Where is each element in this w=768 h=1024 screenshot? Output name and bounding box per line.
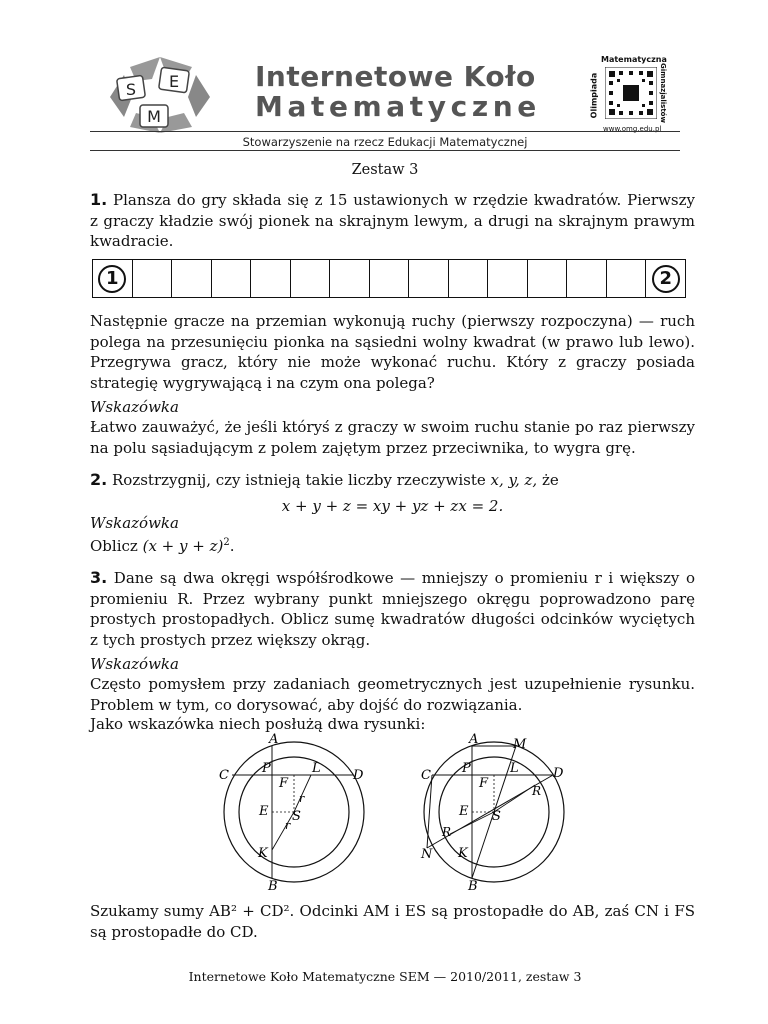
fig1-label-c: C: [219, 768, 229, 783]
board-cell: [251, 260, 291, 297]
omg-logo-left: Olimpiada: [589, 72, 599, 119]
header-rule-top: [90, 131, 680, 132]
fig2-label-f: F: [479, 776, 489, 791]
fig1-label-s: S: [292, 809, 301, 824]
problem3-text: [90, 568, 695, 650]
fig1-label-r1: r: [299, 792, 305, 805]
board-cell: [291, 260, 331, 297]
fig1-label-l: L: [312, 761, 321, 776]
problem2-hint-after: .: [229, 537, 235, 555]
fig1-label-a: A: [269, 732, 279, 747]
problem3-hint: Często pomysłem przy zadaniach geometrycznych jest uzupełnienie rysunku. Problem w tym, co dorysować, aby dojść do rozwiązania.: [90, 675, 695, 714]
problem2-hint-before: Oblicz: [90, 537, 138, 555]
board-cell: [607, 260, 647, 297]
logo-letter-m: M: [147, 107, 161, 126]
problem2-hint: [90, 533, 695, 557]
problem3-number: 3.: [90, 568, 108, 587]
problem3-conclusion: Szukamy sumy AB² + CD². Odcinki AM i ES są prostopadłe do AB, zaś CN i FS są prostopadłe do CD.: [90, 902, 695, 941]
fig2-label-r2: R: [442, 825, 452, 839]
game-board: [92, 259, 686, 298]
problem2-hint-expr: (x + y + z): [142, 537, 224, 555]
omg-pattern-icon: [605, 67, 657, 119]
board-cell: [133, 260, 173, 297]
omg-logo-url: www.omg.edu.pl: [603, 125, 662, 133]
figure-1: [215, 730, 375, 895]
fig1-label-p: P: [262, 761, 271, 776]
fig1-label-f: F: [279, 776, 289, 791]
figure-2: [415, 730, 575, 895]
logo-letter-s: S: [125, 80, 137, 99]
fig1-label-d: D: [353, 768, 364, 783]
problem2-vars: x, y, z,: [490, 471, 538, 489]
page-subtitle: Stowarzyszenie na rzecz Edukacji Matematycznej: [242, 135, 528, 149]
fig2-label-k: K: [458, 846, 468, 861]
fig2-label-d: D: [553, 766, 564, 781]
board-cell: [93, 260, 133, 297]
logo-letter-e: E: [168, 72, 180, 91]
board-cell: [172, 260, 212, 297]
problem2-text-before: Rozstrzygnij, czy istnieją takie liczby rzeczywiste: [112, 471, 486, 489]
page-title-line2: Matematyczne: [255, 90, 541, 123]
fig2-label-s: S: [492, 809, 501, 824]
fig2-label-r1: R: [532, 784, 542, 798]
problem1-hint-label: Wskazówka: [90, 398, 179, 416]
fig1-radius-2: [272, 812, 294, 850]
fig1-label-r2: r: [285, 819, 291, 832]
problem3-text-body: Dane są dwa okręgi współśrodkowe — mniejszy o promieniu r i większy o promieniu R. Przez wybrany punkt mniejszego okręgu poprowadzono parę prostych prostopadłych. Oblicz sumę kwadratów długości odcinków wyciętych z tych prostych przez większy okrąg.: [90, 569, 695, 649]
omg-logo-right: Gimnazjalistów: [658, 63, 667, 123]
board-cell: [488, 260, 528, 297]
fig1-label-e: E: [259, 804, 269, 819]
fig2-radius-1: [494, 785, 535, 812]
fig2-label-c: C: [421, 768, 431, 783]
problem1-body: Następnie gracze na przemian wykonują ruchy (pierwszy rozpoczyna) — ruch polega na przesunięciu pionka na sąsiedni wolny kwadrat (w prawo lub lewo). Przegrywa gracz, który nie może wykonać ruchu. Który z graczy posiada strategię wygrywającą i na czym ona polega?: [90, 312, 695, 392]
board-cell: [370, 260, 410, 297]
fig2-label-m: M: [513, 737, 527, 752]
fig1-label-k: K: [258, 846, 268, 861]
fig2-label-e: E: [459, 804, 469, 819]
set-title: Zestaw 3: [351, 162, 419, 178]
fig2-label-l: L: [510, 761, 519, 776]
page-footer: Internetowe Koło Matematyczne SEM — 2010/2011, zestaw 3: [188, 969, 582, 984]
problem1-intro: [90, 190, 695, 252]
omg-logo-top: Matematyczna: [601, 55, 667, 64]
fig1-label-b: B: [268, 879, 278, 894]
problem2-hint-label: Wskazówka: [90, 514, 179, 532]
page-title-line1: Internetowe Koło: [255, 60, 536, 93]
fig2-label-a: A: [469, 732, 479, 747]
board-cell: [449, 260, 489, 297]
problem1-hint: Łatwo zauważyć, że jeśli któryś z graczy w swoim ruchu stanie po raz pierwszy na polu sąsiadującym z polem zajętym przez przeciwnika, to wygra grę.: [90, 418, 695, 457]
problem2-text: [90, 470, 695, 491]
problem2-text-after: że: [541, 471, 559, 489]
fig2-label-n: N: [421, 847, 433, 862]
problem3-hint2: Jako wskazówka niech posłużą dwa rysunki:: [90, 715, 426, 733]
fig2-label-p: P: [462, 761, 471, 776]
problem1-intro-text: Plansza do gry składa się z 15 ustawionych w rzędzie kwadratów. Pierwszy z graczy kładzie swój pionek na skrajnym lewym, a drugi na skrajnym prawym kwadracie.: [90, 191, 695, 250]
board-cell: [330, 260, 370, 297]
board-cell: [567, 260, 607, 297]
omg-logo: [589, 55, 673, 135]
header-rule-bottom: [90, 150, 680, 151]
board-cell: [646, 260, 685, 297]
problem2-equation: x + y + z = xy + yz + zx = 2.: [281, 497, 504, 515]
fig2-label-b: B: [468, 879, 478, 894]
player2-piece: 2: [652, 265, 680, 293]
player1-piece: 1: [98, 265, 126, 293]
board-cell: [409, 260, 449, 297]
sem-logo: [100, 55, 220, 135]
problem2-hint-exp: 2: [223, 537, 230, 548]
board-cell: [212, 260, 252, 297]
problem1-number: 1.: [90, 190, 108, 209]
board-cell: [528, 260, 568, 297]
problem3-hint-label: Wskazówka: [90, 655, 179, 673]
problem2-number: 2.: [90, 470, 108, 489]
